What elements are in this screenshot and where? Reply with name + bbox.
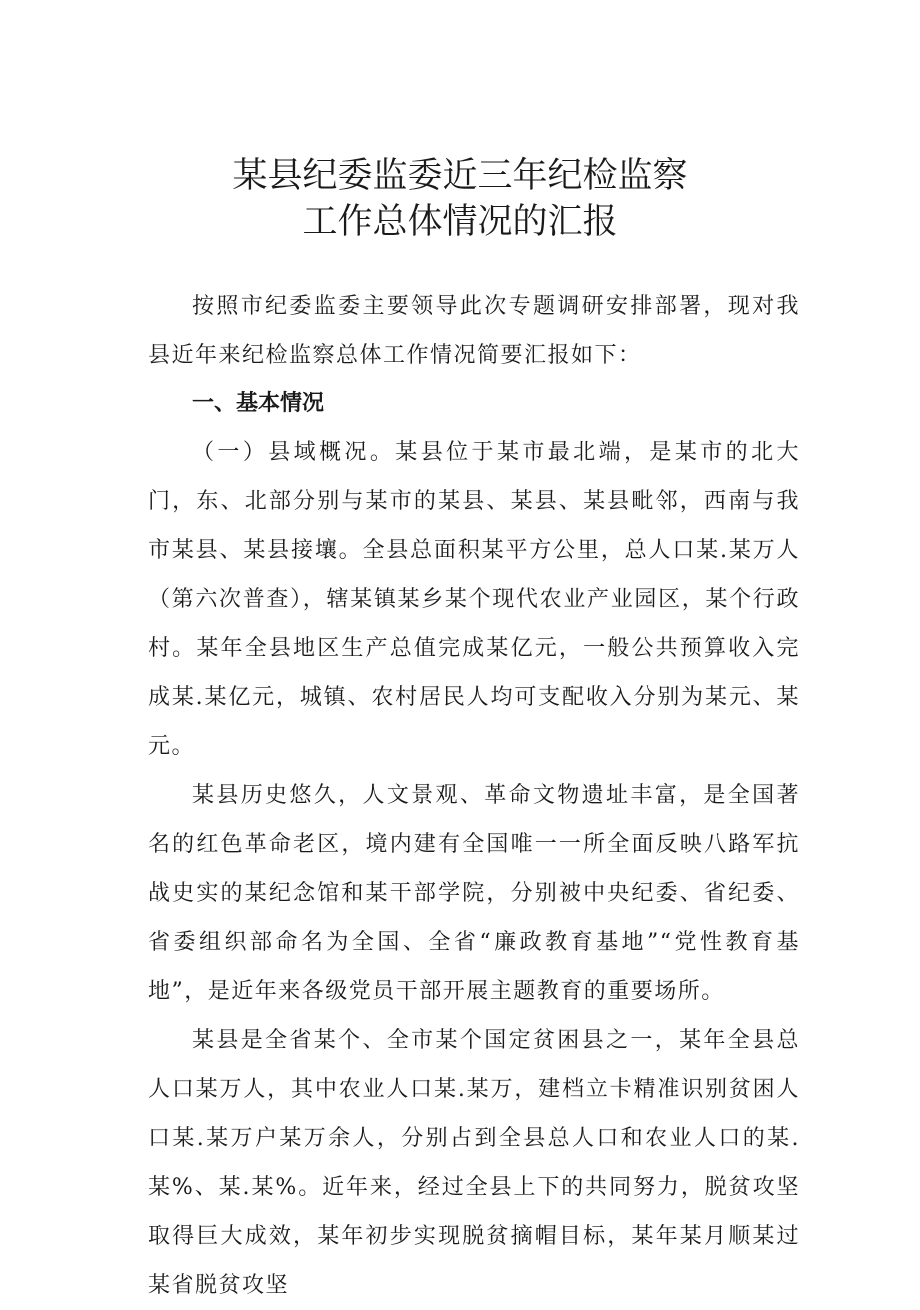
paragraph-history: 某县历史悠久，人文景观、革命文物遗址丰富，是全国著名的红色革命老区，境内建有全国唯一一所全面反映八路军抗战史实的某纪念馆和某干部学院，分别被中央纪委、省纪委、省委组织部命名为全国、全省“廉政教育基地”“党性教育基地”，是近年来各级党员干部开展主题教育的重要场所。 <box>148 783 800 1004</box>
document-title-line-2: 工作总体情况的汇报 <box>302 202 618 242</box>
paragraph-county-overview: （一）县域概况。某县位于某市最北端，是某市的北大门，东、北部分别与某市的某县、某县、某县毗邻，西南与我市某县、某县接壤。全县总面积某平方公里，总人口某.某万人（第六次普查），辖某镇某乡某个现代农业产业园区，某个行政村。某年全县地区生产总值完成某亿元，一般公共预算收入完成某.某亿元，城镇、农村居民人均可支配收入分别为某元、某元。 <box>148 440 800 759</box>
paragraph-poverty: 某县是全省某个、全市某个国定贫困县之一，某年全县总人口某万人，其中农业人口某.某万，建档立卡精准识别贫困人口某.某万户某万余人，分别占到全县总人口和农业人口的某.某%、某.某%。近年来，经过全县上下的共同努力，脱贫攻坚取得巨大成效，某年初步实现脱贫摘帽目标，某年某月顺某过某省脱贫攻坚 <box>148 1028 800 1298</box>
intro-paragraph: 按照市纪委监委主要领导此次专题调研安排部署，现对我县近年来纪检监察总体工作情况简要汇报如下： <box>148 294 800 368</box>
document-title-line-1: 某县纪委监委近三年纪检监察 <box>232 156 688 196</box>
document-body <box>148 282 800 1310</box>
section-heading-basic-situation: 一、基本情况 <box>192 391 325 416</box>
